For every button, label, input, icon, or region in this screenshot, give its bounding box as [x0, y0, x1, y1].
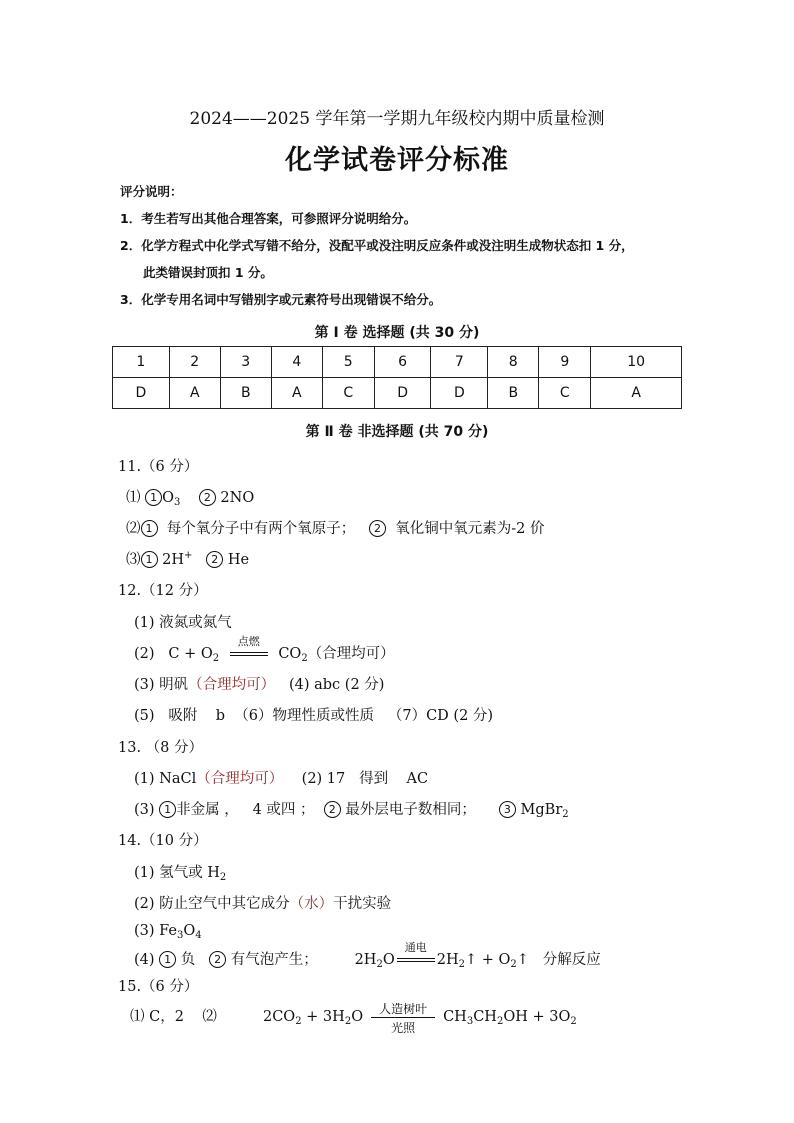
q14-l3-sub2: 4	[195, 930, 202, 941]
q12-line-3	[134, 673, 384, 694]
note-item-2: 2．化学方程式中化学式写错不给分，没配平或没注明反应条件或没注明生成物状态扣 1 分，	[120, 238, 634, 253]
question-number: 6	[374, 347, 431, 378]
q11-a2: 2NO	[220, 490, 255, 506]
q15-eq-right2: CH	[473, 1009, 497, 1025]
q15-eq-right-sub1: 3	[466, 1016, 474, 1027]
q14-eq-r1: 2H	[436, 952, 459, 968]
q11-part-2-label: ⑵	[126, 521, 141, 537]
question-number: 2	[169, 347, 220, 378]
question-number: 4	[271, 347, 322, 378]
q14-l1-sub: 2	[219, 872, 227, 883]
q12-line-2	[134, 635, 395, 664]
q13-l2-c-sub: 2	[562, 809, 569, 820]
q14-eq-left-sub: 2	[376, 959, 383, 970]
question-number: 10	[591, 347, 682, 378]
notes-heading: 评分说明：	[120, 184, 183, 199]
q13-title: 13. （8 分）	[118, 740, 204, 756]
answer-cell: A	[169, 378, 220, 409]
question-number-row	[113, 347, 682, 378]
q14-l4-b: 有气泡产生；	[230, 952, 318, 968]
q15-eq-left: 2CO	[262, 1009, 296, 1025]
q14-reaction-type: 分解反应	[542, 952, 601, 968]
q15-eq-right3: OH + 3O	[503, 1009, 571, 1025]
q12-line-2-prefix: (2)	[134, 646, 155, 662]
answer-cell: D	[374, 378, 431, 409]
q15-l1-b: ⑵	[202, 1009, 217, 1025]
q13-line-2	[134, 798, 569, 820]
q14-l3-sub1: 3	[177, 930, 184, 941]
part1-heading: 第 Ⅰ 卷 选择题 (共 30 分)	[314, 325, 480, 341]
q15-title: 15.（6 分）	[118, 979, 199, 995]
q11-line-2	[126, 517, 545, 538]
q11-b1: 每个氧分子中有两个氧原子；	[166, 521, 356, 537]
q11-line-1	[126, 486, 254, 508]
exam-subtitle: 2024——2025 学年第一学期九年级校内期中质量检测	[189, 109, 605, 129]
q15-eq-right-sub3: 2	[570, 1016, 577, 1027]
answer-cell: A	[271, 378, 322, 409]
question-number: 1	[113, 347, 170, 378]
answer-cell: A	[591, 378, 682, 409]
circled-number-2: 2	[199, 489, 216, 506]
q11-line-3	[126, 548, 249, 569]
q12-eq-right-sub: 2	[301, 653, 308, 664]
page-title: 化学试卷评分标准	[285, 145, 509, 176]
equals-line-top	[397, 958, 435, 959]
question-number: 3	[220, 347, 271, 378]
circled-number-1: 1	[159, 951, 176, 968]
equals-line-bottom	[230, 655, 268, 656]
q13-l1-b: (2) 17 得到 AC	[301, 771, 429, 787]
answer-row	[113, 378, 682, 409]
answer-table	[112, 346, 682, 409]
reaction-condition	[397, 941, 435, 969]
q14-eq-left: 2H	[354, 952, 377, 968]
q13-l2-a: 非金属 ， 4 或四 ；	[176, 802, 315, 818]
equals-line-top	[230, 652, 268, 653]
q14-l4-a: 负	[180, 952, 196, 968]
q12-title: 12.（12 分）	[118, 583, 208, 599]
q14-l1: (1) 氢气或 H	[134, 865, 220, 881]
q11-c1-sup: +	[183, 550, 193, 561]
circled-number-1: 1	[145, 489, 162, 506]
q14-line-2	[134, 892, 391, 913]
answer-cell: C	[322, 378, 374, 409]
answer-cell: D	[113, 378, 170, 409]
q13-line-1	[134, 767, 428, 788]
question-number: 9	[539, 347, 591, 378]
circled-number-1: 1	[141, 551, 158, 568]
q14-line-3	[134, 923, 202, 941]
condition-top-label: 人造树叶	[379, 1002, 428, 1016]
reaction-condition	[371, 1002, 435, 1035]
q14-title: 14.（10 分）	[118, 833, 208, 849]
circled-number-1: 1	[159, 801, 176, 818]
q15-eq-right: CH	[443, 1009, 467, 1025]
q12-eq-left-sub: 2	[212, 653, 220, 664]
q14-eq-r2-sub: 2	[510, 959, 517, 970]
note-item-2-cont: 此类错误封顶扣 1 分。	[143, 265, 273, 280]
condition-label: 点燃	[237, 635, 260, 648]
q15-line-1	[130, 1002, 577, 1035]
note-item-1: 1．考生若写出其他合理答案，可参照评分说明给分。	[120, 211, 417, 226]
question-number: 5	[322, 347, 374, 378]
q15-l1-a: ⑴ C，2	[130, 1009, 184, 1025]
condition-label: 通电	[404, 941, 427, 954]
condition-bottom-label: 光照	[391, 1021, 416, 1035]
answer-cell: B	[220, 378, 271, 409]
answer-cell: D	[431, 378, 488, 409]
circled-number-2: 2	[369, 520, 386, 537]
equals-line-bottom	[397, 961, 435, 962]
q15-eq-left-sub: 2	[295, 1016, 302, 1027]
condition-bar	[371, 1017, 435, 1018]
q14-line-1	[134, 861, 226, 883]
q14-eq-left2: O	[382, 952, 395, 968]
q12-line-1: (1) 液氮或氮气	[134, 615, 232, 631]
q15-eq-left2: + 3H	[301, 1009, 345, 1025]
q12-l3-b: (4) abc (2 分)	[288, 677, 385, 693]
q13-l2-prefix: (3)	[134, 802, 155, 818]
answer-cell: B	[488, 378, 539, 409]
q11-c2: He	[227, 552, 250, 568]
reaction-condition	[230, 635, 268, 663]
q14-eq-r2: ↑ + O	[464, 952, 511, 968]
q14-l2-a: (2) 防止空气中其它成分	[134, 896, 290, 912]
q15-eq-left2-sub: 2	[344, 1016, 352, 1027]
q11-a1: O	[162, 490, 174, 506]
part2-heading: 第 Ⅱ 卷 非选择题 (共 70 分)	[305, 424, 489, 440]
circled-number-1: 1	[141, 520, 158, 537]
q12-l3-a: (3) 明矾	[134, 677, 189, 693]
q13-l1-red: （合理均可）	[196, 771, 284, 787]
answer-cell: C	[539, 378, 591, 409]
circled-number-2: 2	[324, 801, 341, 818]
note-item-3: 3．化学专用名词中写错别字或元素符号出现错误不给分。	[120, 292, 442, 307]
q11-title: 11.（6 分）	[118, 459, 199, 475]
q11-part-1-label: ⑴	[126, 490, 141, 506]
q13-l2-b: 最外层电子数相同；	[345, 802, 476, 818]
q12-l3-red: （合理均可）	[188, 677, 276, 693]
q11-b2: 氧化铜中氧元素为-2 价	[395, 521, 545, 537]
question-number: 8	[488, 347, 539, 378]
q12-eq-left: C + O	[168, 646, 213, 662]
q14-l3-mid: O	[183, 923, 196, 939]
q15-eq-right-sub2: 2	[496, 1016, 504, 1027]
circled-number-3: 3	[499, 801, 516, 818]
q14-eq-r3: ↑	[516, 952, 529, 968]
q12-line-4: (5) 吸附 b （6）物理性质或性质 （7）CD (2 分)	[134, 708, 494, 724]
q11-c1: 2H	[162, 552, 184, 568]
q11-a1-sub: 3	[174, 497, 181, 508]
q15-eq-left3: O	[351, 1009, 364, 1025]
q14-line-4	[134, 941, 601, 970]
q14-l3: (3) Fe	[134, 923, 177, 939]
q14-eq-r1-sub: 2	[458, 959, 465, 970]
q13-l1-a: (1) NaCl	[134, 771, 197, 787]
q14-l4-prefix: (4)	[134, 952, 155, 968]
q12-eq-note: （合理均可）	[307, 646, 395, 662]
circled-number-2: 2	[206, 551, 223, 568]
q14-l2-b: 干扰实验	[333, 896, 392, 912]
question-number: 7	[431, 347, 488, 378]
q14-l2-red: （水）	[289, 896, 334, 912]
q11-part-3-label: ⑶	[126, 552, 141, 568]
q12-eq-right: CO	[278, 646, 302, 662]
circled-number-2: 2	[209, 951, 226, 968]
q13-l2-c: MgBr	[520, 802, 563, 818]
